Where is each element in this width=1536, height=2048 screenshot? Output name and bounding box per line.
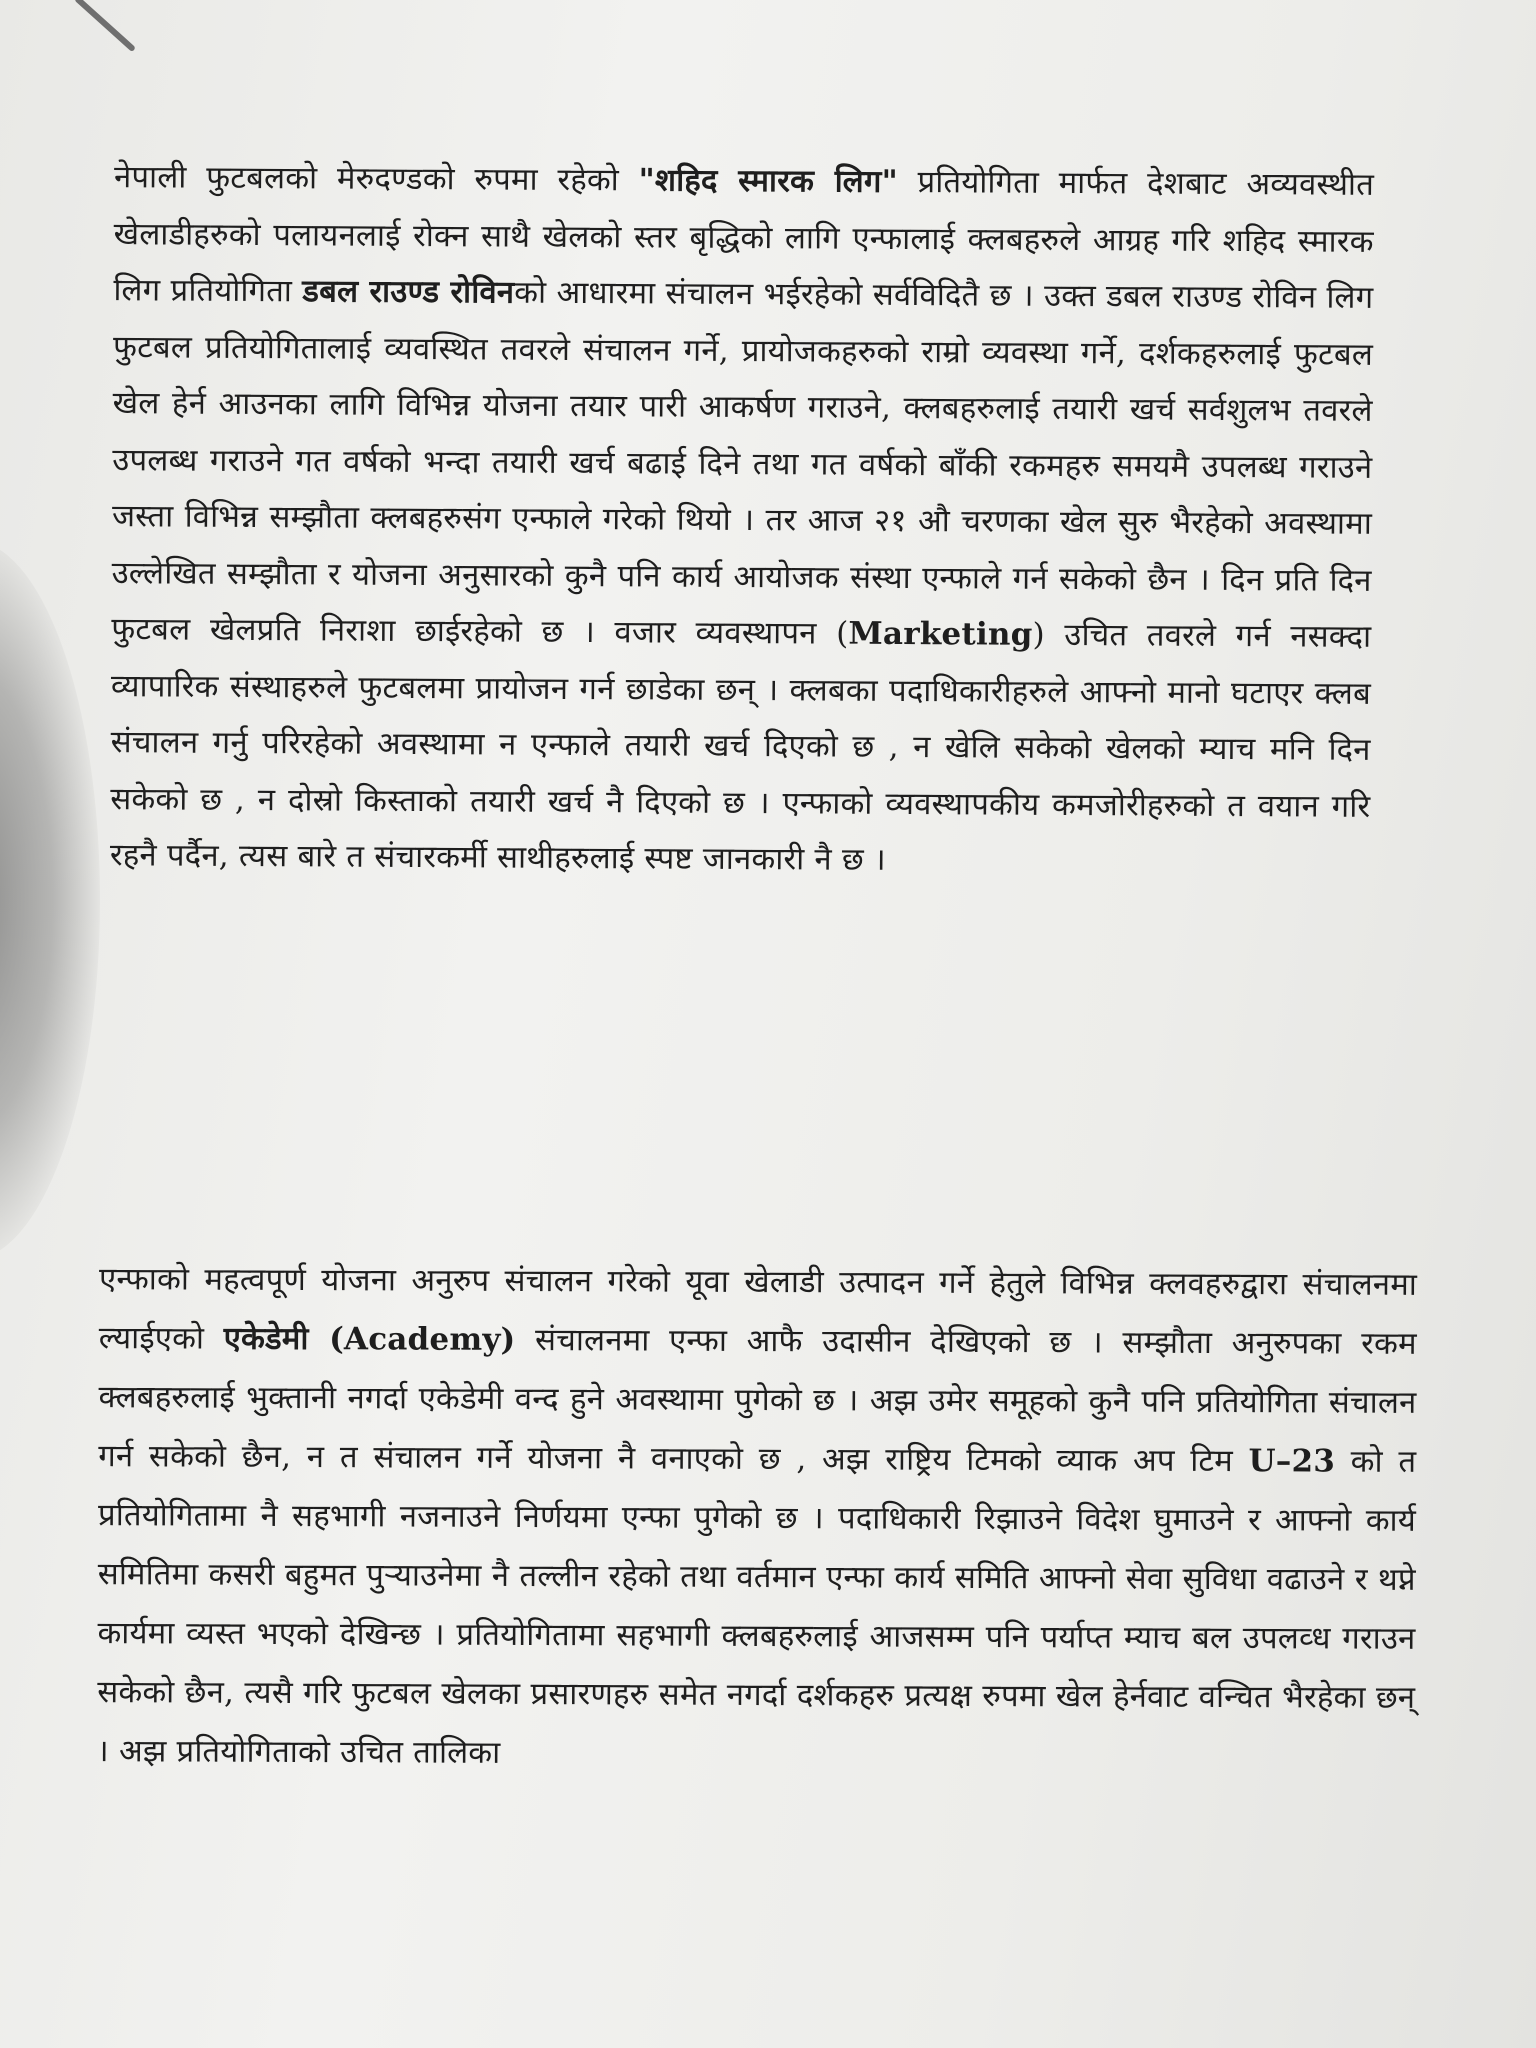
pen-mark <box>74 0 136 52</box>
paragraph-2-segment-bold: एकेडेमी (Academy) <box>223 1320 516 1358</box>
paragraph-1-segment: प्रतियोगिता मार्फत देशबाट अव्यवस्थीत खेलाडीहरुको पलायनलाई रोक्न साथै खेलको स्तर बृद्धिको लागि एन्फालाई क्लबहरुले आग्रह गरि शहिद स्मारक लिग प्रतियोगिता <box>113 163 1375 310</box>
finger-shadow <box>0 540 100 1260</box>
paragraph-2-segment: एन्फाको महत्वपूर्ण योजना अनुरुप संचालन गरेको यूवा खेलाडी उत्पादन गर्ने हेतुले विभिन्न क्लवहरुद्वारा संचालनमा ल्याईएको <box>98 1261 1418 1357</box>
paragraph-2 <box>97 1250 1417 1787</box>
paragraph-1-segment-bold: "शहिद स्मारक लिग" <box>638 162 899 200</box>
paragraph-1-segment-bold: Marketing <box>848 615 1033 653</box>
paragraph-2-segment-bold: U–23 <box>1248 1443 1336 1480</box>
paragraph-1-segment: नेपाली फुटबलको मेरुदण्डको रुपमा रहेको <box>113 159 639 199</box>
paragraph-1-segment: ) उचित तवरले गर्न नसक्दा व्यापारिक संस्थाहरुले फुटबलमा प्रायोजन गर्न छाडेका छन् । क्लबका पदाधिकारीहरुले आफ्नो मानो घटाएर क्लब संचालन गर्नु परिरहेको अवस्थामा न एन्फाले तयारी खर्च दिएको छ , न खेलि सकेको खेलको म्याच मनि दिन सकेको छ , न दोस्रो किस्ताको तयारी खर्च नै दिएको छ । एन्फाको व्यवस्थापकीय कमजोरीहरुको त वयान गरि रहनै पर्दैन, त्यस बारे त संचारकर्मी साथीहरुलाई स्पष्ट जानकारी नै छ । <box>109 616 1372 878</box>
paragraph-1-segment-bold: डबल राउण्ड रोविन <box>302 273 515 311</box>
paragraph-2-segment: को त प्रतियोगितामा नै सहभागी नजनाउने निर्णयमा एन्फा पुगेको छ । पदाधिकारी रिझाउने विदेश घुमाउने र आफ्नो कार्य समितिमा कसरी बहुमत पुर्‍याउनेमा नै तल्लीन रहेको तथा वर्तमान एन्फा कार्य समिति आफ्नो सेवा सुविधा वढाउने र थप्ने कार्यमा व्यस्त भएको देखिन्छ । प्रतियोगितामा सहभागी क्लबहरुलाई आजसम्म पनि पर्याप्त म्याच बल उपलव्ध गराउन सकेको छैन, त्यसै गरि फुटबल खेलका प्रसारणहरु समेत नगर्दा दर्शकहरु प्रत्यक्ष रुपमा खेल हेर्नवाट वन्चित भैरहेका छन् । अझ प्रतियोगिताको उचित तालिका <box>96 1443 1417 1771</box>
paragraph-2-segment: संचालनमा एन्फा आफै उदासीन देखिएको छ । सम्झौता अनुरुपका रकम क्लबहरुलाई भुक्तानी नगर्दा एकेडेमी वन्द हुने अवस्थामा पुगेको छ । अझ उमेर समूहको कुनै पनि प्रतियोगिता संचालन गर्न सकेको छैन, न त संचालन गर्ने योजना नै वनाएको छ , अझ राष्ट्रिय टिमको व्याक अप टिम <box>98 1321 1417 1480</box>
paragraph-1-segment: को आधारमा संचालन भईरहेको सर्वविदितै छ । उक्त डबल राउण्ड रोविन लिग फुटबल प्रतियोगितालाई व्यवस्थित तवरले संचालन गर्ने, प्रायोजकहरुको राम्रो व्यवस्था गर्ने, दर्शकहरुलाई फुटबल खेल हेर्न आउनका लागि विभिन्न योजना तयार पारी आकर्षण गराउने, क्लबहरुलाई तयारी खर्च सर्वशुलभ तवरले उपलब्ध गराउने गत वर्षको भन्दा तयारी खर्च बढाई दिने तथा गत वर्षको बाँकी रकमहरु समयमै उपलब्ध गराउने जस्ता विभिन्न सम्झौता क्लबहरुसंग एन्फाले गरेको थियो । तर आज २१ औ चरणका खेल सुरु भैरहेको अवस्थामा उल्लेखित सम्झौता र योजना अनुसारको कुनै पनि कार्य आयोजक संस्था एन्फाले गर्न सकेको छैन । दिन प्रति दिन फुटबल खेलप्रति निराशा छाईरहेको छ । वजार व्यवस्थापन ( <box>111 274 1374 652</box>
paragraph-1 <box>110 149 1374 891</box>
